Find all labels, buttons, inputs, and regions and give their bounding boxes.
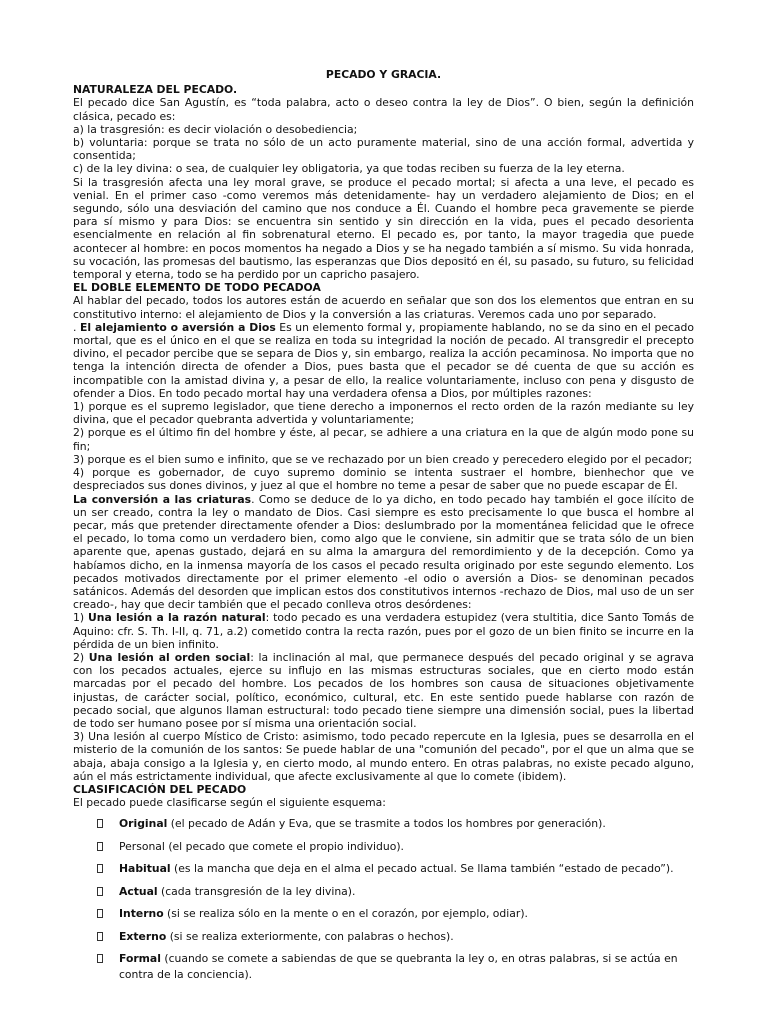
classification-intro: El pecado puede clasificarse según el siguiente esquema: xyxy=(73,796,386,810)
definition-c: c) de la ley divina: o sea, de cualquier ley obligatoria, ya que todas reciben su fuerza de la ley eterna. xyxy=(73,162,625,176)
heading-doble-elemento: EL DOBLE ELEMENTO DE TODO PECADOA xyxy=(73,281,321,295)
list-item xyxy=(73,816,694,832)
bullet-box-icon xyxy=(97,864,103,873)
item-text: (el pecado de Adán y Eva, que se trasmite a todos los hombres por generación). xyxy=(167,817,606,831)
item-text: Personal (el pecado que comete el propio individuo). xyxy=(119,839,404,853)
paragraph-definicion: El pecado dice San Agustín, es “toda palabra, acto o deseo contra la ley de Dios”. O bien, según la definición clásica, pecado es: xyxy=(73,96,694,123)
item-text: (cada transgresión de la ley divina). xyxy=(157,884,356,898)
paragraph-alejamiento xyxy=(73,321,694,400)
disorder-1 xyxy=(73,611,694,651)
reason-3: 3) porque es el bien sumo e infinito, que se ve rechazado por un bien creado y perecedero elegido por el pecador; xyxy=(73,452,693,466)
disorder-2-prefix: 2) xyxy=(73,650,89,664)
classification-list xyxy=(73,816,694,983)
definition-b: b) voluntaria: porque se trata no sólo de un acto puramente material, sino de una acción formal, advertida y consentida; xyxy=(73,136,694,163)
bullet-box-icon xyxy=(97,887,103,896)
list-item xyxy=(73,929,694,945)
item-term: Externo xyxy=(119,929,167,943)
list-item xyxy=(73,839,694,855)
heading-clasificacion: CLASIFICACIÓN DEL PECADO xyxy=(73,782,247,796)
item-term: Interno xyxy=(119,907,164,921)
item-text: (cuando se comete a sabiendas de que se quebranta la ley o, en otras palabras, si se actúa en contra de la conciencia). xyxy=(119,952,678,982)
reason-2: 2) porque es el último fin del hombre y éste, al pecar, se adhiere a una criatura en la que de algún modo pone su fin; xyxy=(73,426,694,453)
reason-1: 1) porque es el supremo legislador, que tiene derecho a imponernos el recto orden de la razón mediante su ley divina, que el pecador quebranta advertida y voluntariamente; xyxy=(73,400,694,427)
list-item xyxy=(73,906,694,922)
bullet-box-icon xyxy=(97,842,103,851)
document-title: PECADO Y GRACIA. xyxy=(325,68,442,81)
item-text: (si se realiza exteriormente, con palabras o hechos). xyxy=(166,929,454,943)
heading-naturaleza: NATURALEZA DEL PECADO. xyxy=(73,83,238,97)
paragraph-elementos: Al hablar del pecado, todos los autores están de acuerdo en señalar que son dos los elementos que entran en su constitutivo interno: el alejamiento de Dios y la conversión a las criaturas. Veremos cada uno por separado. xyxy=(73,294,694,321)
definition-a: a) la trasgresión: es decir violación o desobediencia; xyxy=(73,122,358,136)
item-term: Formal xyxy=(119,952,161,966)
conversion-term: La conversión a las criaturas xyxy=(73,492,252,506)
disorder-1-term: Una lesión a la razón natural xyxy=(88,611,266,625)
alejamiento-text: Es un elemento formal y, propiamente hablando, no se da sino en el pecado mortal, que es el único en el que se realiza en toda su integridad la noción de pecado. Al transgredir el precepto divino, el pecador percibe que se separa de Dios y, sin embargo, realiza la acción pecaminosa. No importa que no tenga la intención directa de ofender a Dios, pues basta que el pecador se dé cuenta de que su acción es incompatible con la amistad divina y, a pesar de ello, la realice voluntariamente, incluso con pena y disgusto de ofender a Dios. En todo pecado mortal hay una verdadera ofensa a Dios, por múltiples razones: xyxy=(73,320,694,400)
paragraph-conversion xyxy=(73,493,694,612)
disorder-1-prefix: 1) xyxy=(73,611,88,625)
item-term: Original xyxy=(119,817,168,831)
item-text: (es la mancha que deja en el alma el pecado actual. Se llama también “estado de pecado”). xyxy=(170,862,674,876)
alejamiento-term: El alejamiento o aversión a Dios xyxy=(80,320,276,334)
conversion-text: . Como se deduce de lo ya dicho, en todo pecado hay también el goce ilícito de un ser creado, contra la ley o mandato de Dios. Casi siempre es esto precisamente lo que busca el hombre al pecar, más que pretender directamente ofender a Dios: deslumbrado por la momentánea felicidad que le ofrece el pecado, lo toma como un verdadero bien, como algo que le conviene, sin admitir que se trata sólo de un bien aparente que, apenas gustado, dejará en su alma la amargura del remordimiento y de la decepción. Como ya habíamos dicho, en la inmensa mayoría de los casos el pecado resulta originado por este segundo elemento. Los pecados motivados directamente por el primer elemento -el odio o aversión a Dios- se denominan pecados satánicos. Además del desorden que implican estos dos constitutivos internos -rechazo de Dios, mal uso de un ser creado-, hay que decir también que el pecado conlleva otros desórdenes: xyxy=(73,492,694,612)
bullet-box-icon xyxy=(97,932,103,941)
alejamiento-prefix: . xyxy=(73,320,80,334)
paragraph-mortal-venial: Si la trasgresión afecta una ley moral grave, se produce el pecado mortal; si afecta a una leve, el pecado es venial. En el primer caso -como veremos más detenidamente- hay un verdadero alejamiento de Dios; en el segundo, sólo una desviación del camino que nos conduce a Él. Cuando el hombre peca gravemente se pierde para sí mismo y para Dios: se encuentra sin sentido y sin dirección en la vida, pues el pecado desorienta esencialmente en relación al fin sobrenatural eterno. El pecado es, por tanto, la mayor tragedia que puede acontecer al hombre: en pocos momentos ha negado a Dios y se ha negado también a sí mismo. Su vida honrada, su vocación, las promesas del bautismo, las esperanzas que Dios depositó en él, su pasado, su futuro, su felicidad temporal y eterna, todo se ha perdido por un capricho pasajero. xyxy=(73,175,694,282)
item-text: (si se realiza sólo en la mente o en el corazón, por ejemplo, odiar). xyxy=(163,907,528,921)
disorder-2 xyxy=(73,651,694,730)
list-item xyxy=(73,951,694,983)
item-term: Actual xyxy=(119,884,158,898)
disorder-1-text: : todo pecado es una verdadera estupidez (vera stultitia, dice Santo Tomás de Aquino: cfr. S. Th. I-II, q. 71, a.2) cometido contra la recta razón, pues por el gozo de un bien finito se incurre en la pérdida de un bien infinito. xyxy=(73,611,694,651)
list-item xyxy=(73,884,694,900)
disorder-3: 3) Una lesión al cuerpo Místico de Cristo: asimismo, todo pecado repercute en la Iglesia, pues se desarrolla en el misterio de la comunión de los santos: Se puede hablar de una "comunión del pecado", por el que un alma que se abaja, abaja consigo a la Iglesia y, en cierto modo, al mundo entero. En otras palabras, no existe pecado alguno, aún el más estrictamente individual, que afecte exclusivamente al que lo comete (ibidem). xyxy=(73,730,694,783)
bullet-box-icon xyxy=(97,909,103,918)
bullet-box-icon xyxy=(97,819,103,828)
disorder-2-term: Una lesión al orden social xyxy=(88,650,251,664)
list-item xyxy=(73,861,694,877)
item-term: Habitual xyxy=(119,862,171,876)
bullet-box-icon xyxy=(97,954,103,963)
disorder-2-text: : la inclinación al mal, que permanece después del pecado original y se agrava con los pecados actuales, ejerce su influjo en las mismas estructuras sociales, que en cierto modo están marcadas por el pecado del hombre. Los pecados de los hombres son causa de situaciones objetivamente injustas, de carácter social, político, económico, cultural, etc. En este sentido puede hablarse con razón de pecado social, que algunos llaman estructural: todo pecado tiene siempre una dimensión social, pues la libertad de todo ser humano posee por sí misma una orientación social. xyxy=(73,650,694,730)
reason-4: 4) porque es gobernador, de cuyo supremo dominio se intenta sustraer el hombre, bienhechor que ve despreciados sus dones divinos, y juez al que el hombre no teme a pesar de saber que no puede escapar de Él. xyxy=(73,466,694,493)
